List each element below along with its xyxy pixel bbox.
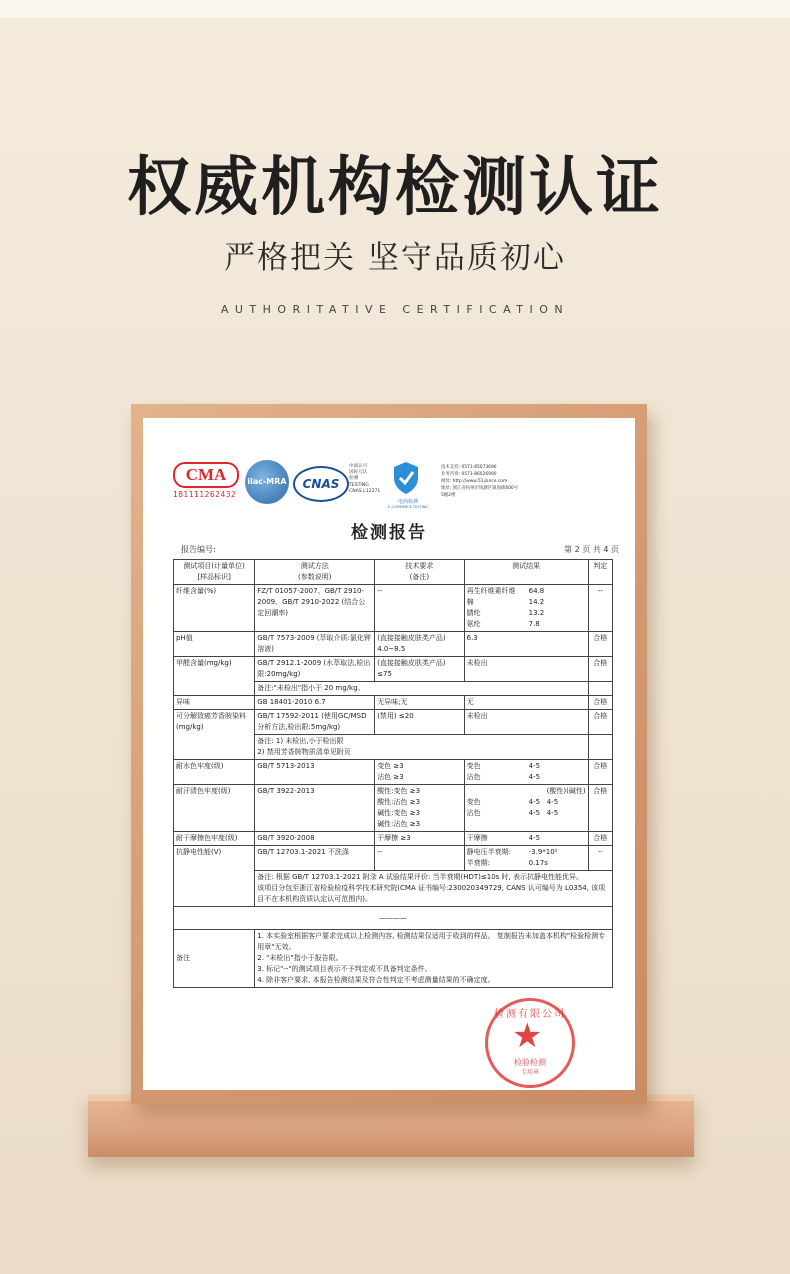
col-method: 测试方法 (参数说明): [255, 560, 375, 585]
report-number: 报告编号:: [181, 545, 216, 554]
divider-row: ————: [174, 907, 613, 930]
table-row: 甲醛含量(mg/kg) GB/T 2912.1-2009 (水萃取法,检出限:20mg/kg) (直接接触皮肤类产品) ≤75 未检出 合格: [174, 657, 613, 682]
report-page: 第 2 页 共 4 页: [564, 545, 619, 554]
page-title: 权威机构检测认证: [127, 151, 663, 225]
top-strip: [0, 0, 790, 18]
star-icon: ★: [512, 1016, 543, 1056]
report-title: 检测报告: [351, 523, 427, 543]
wooden-shelf: [88, 1095, 694, 1157]
english-caption: AUTHORITATIVE CERTIFICATION: [220, 303, 570, 316]
table-row: pH值 GB/T 7573-2009 (萃取介质:氯化钾溶液) (直接接触皮肤类产品) 4.0~8.5 6.3 合格: [174, 632, 613, 657]
page-subtitle: 严格把关 坚守品质初心: [224, 240, 566, 276]
report-table: [173, 559, 613, 988]
table-row: 耐干摩擦色牢度(级) GB/T 3920-2008 干摩擦 ≥3 干摩擦 4-5 合格: [174, 832, 613, 846]
table-row: 纤维含量(%) FZ/T 01057-2007、GB/T 2910-2009、GB/T 2910-2022 (结合公定回潮率) -- 再生纤维素纤维 64.8 棉 14.2 腈纶 13.2 氨纶 7.8 --: [174, 585, 613, 632]
table-row: 异味 GB 18401-2010 6.7 无异味;无 无 合格: [174, 696, 613, 710]
table-row: 耐水色牢度(级) GB/T 5713-2013 变色 ≥3 沾色 ≥3 变色 4-5 沾色 4-5 合格: [174, 760, 613, 785]
table-note-row: 备注:"未检出"指小于 20 mg/kg。: [174, 682, 613, 696]
ecom-label: 电商检测 E-COMMERCE TESTING: [387, 499, 429, 509]
remarks-row: 备注 1. 本实验室根据客户要求完成以上检测内容, 检测结果仅适用于收到的样品。 复制报告未加盖本机构"检验检测专用章"无效。 2. "未检出"指小于报告限。 3. 标记"--"的测试项目表示不予判定或不具备判定条件。 4. 除非客户要求, 本报告检测结果及符合性判定不考虑测量结果的不确定度。: [174, 930, 613, 988]
picture-frame: [131, 404, 647, 1104]
table-note-row: 备注: 根据 GB/T 12703.1-2021 附录 A 试验结果评价: 当半衰期(HDT)≤10s 时, 表示抗静电性能优异。 该项目分包至浙江省检验检疫科学技术研究院(CMA 证书编号:230020349729, CANS 认可编号为 L0354, 该项目不在本机构资质认定认可范围内)。: [174, 871, 613, 907]
table-row: 抗静电性能(V) GB/T 12703.1-2021 不洗涤 -- 静电压半衰期: -3.9*10² 半衰期: 0.17s --: [174, 846, 613, 871]
table-note-row: 备注: 1) 未检出,小于检出限 2) 禁用芳香胺物质清单见附页: [174, 735, 613, 760]
col-result: 测试结果: [464, 560, 588, 585]
contact-info: 技术支持: 0571-85073696 业务咨询: 0571-86026990 网址: http://www.51jiance.com 地址: 浙江省杭州市钱塘区银海街600号 5幢2楼: [441, 465, 519, 498]
cnas-logo: CNAS: [293, 466, 349, 502]
col-item: 测试项目(计量单位) [样品标识]: [174, 560, 255, 585]
col-req: 技术要求 (备注): [375, 560, 464, 585]
cnas-text: 中国认可 国际互认 检测 TESTING CNAS L12271: [349, 464, 381, 494]
cma-number: 181111262432: [173, 490, 237, 499]
ilac-logo: ilac-MRA: [245, 460, 289, 504]
col-verdict: 判定: [588, 560, 612, 585]
logo-row: [173, 460, 613, 512]
report-paper: [143, 418, 635, 1090]
table-row: 可分解致癌芳香胺染料(mg/kg) GB/T 17592-2011 (使用GC/MSD分析方法,检出限:5mg/kg) (禁用) ≤20 未检出 合格: [174, 710, 613, 735]
table-row: 耐汗渍色牢度(级) GB/T 3922-2013 酸性:变色 ≥3 酸性:沾色 ≥3 碱性:变色 ≥3 碱性:沾色 ≥3 (酸性)(碱性) 变色 4-5 4-5 沾色 4-5 4-5 合格: [174, 785, 613, 832]
table-header: [174, 560, 613, 585]
shield-icon: [391, 460, 421, 496]
official-stamp: 检测有限公司 ★ 检验检测 专用章: [485, 998, 575, 1088]
cma-logo: CMA 181111262432: [173, 462, 239, 499]
